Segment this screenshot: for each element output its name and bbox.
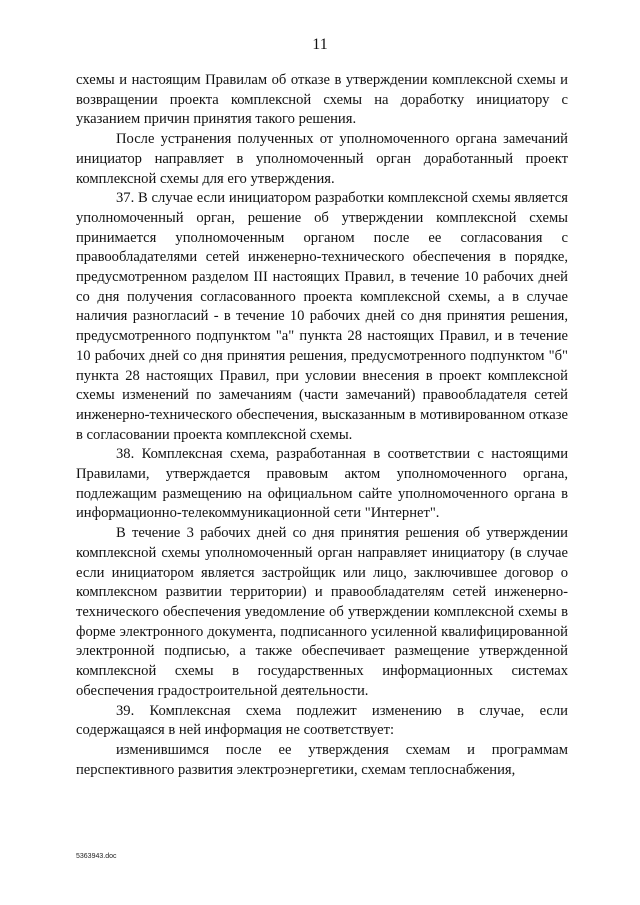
- paragraph-continuation: схемы и настоящим Правилам об отказе в утверждении комплексной схемы и возвращении проекта комплексной схемы на доработку инициатору с указанием причин принятия такого решения.: [76, 72, 568, 128]
- paragraph-clause-38: 38. Комплексная схема, разработанная в соответствии с настоящими Правилами, утверждается правовым актом уполномоченного органа, подлежащим размещению на официальном сайте уполномоченного органа в информационно-телекоммуникационной сети "Интернет".: [76, 446, 568, 522]
- paragraph-clause-37: 37. В случае если инициатором разработки комплексной схемы является уполномоченный орган, решение об утверждении комплексной схемы принимается уполномоченным органом после ее согласования с правообладателями сетей инженерно-технического обеспечения в порядке, предусмотренном разделом III настоящих Правил, в течение 10 рабочих дней со дня получения согласованного проекта комплексной схемы, а в случае наличия разногласий - в течение 10 рабочих дней со дня принятия решения, предусмотренного подпунктом "а" пункта 28 настоящих Правил, и в течение 10 рабочих дней со дня принятия решения, предусмотренного подпунктом "б" пункта 28 настоящих Правил, при условии внесения в проект комплексной схемы изменений по замечаниям (части замечаний) правообладателя сетей инженерно-технического обеспечения, высказанным в мотивированном отказе в согласовании проекта комплексной схемы.: [76, 190, 568, 443]
- paragraph: В течение 3 рабочих дней со дня принятия решения об утверждении комплексной схемы уполномоченный орган направляет инициатору (в случае если инициатором является застройщик или лицо, заключившее договор о комплексном развитии территории) и правообладателям сетей инженерно-технического обеспечения уведомление об утверждении комплексной схемы в форме электронного документа, подписанного усиленной квалифицированной электронной подписью, а также обеспечивает размещение утвержденной комплексной схемы в государственных информационных системах обеспечения градостроительной деятельности.: [76, 525, 568, 699]
- document-body: [76, 71, 568, 780]
- paragraph: изменившимся после ее утверждения схемам и программам перспективного развития электроэнергетики, схемам теплоснабжения,: [76, 741, 568, 778]
- paragraph-clause-39: 39. Комплексная схема подлежит изменению в случае, если содержащаяся в ней информация не соответствует:: [76, 702, 568, 739]
- paragraph: После устранения полученных от уполномоченного органа замечаний инициатор направляет в уполномоченный орган доработанный проект комплексной схемы для его утверждения.: [76, 131, 568, 187]
- page-number: 11: [312, 36, 328, 53]
- file-name-footer: 5363943.doc: [76, 853, 117, 860]
